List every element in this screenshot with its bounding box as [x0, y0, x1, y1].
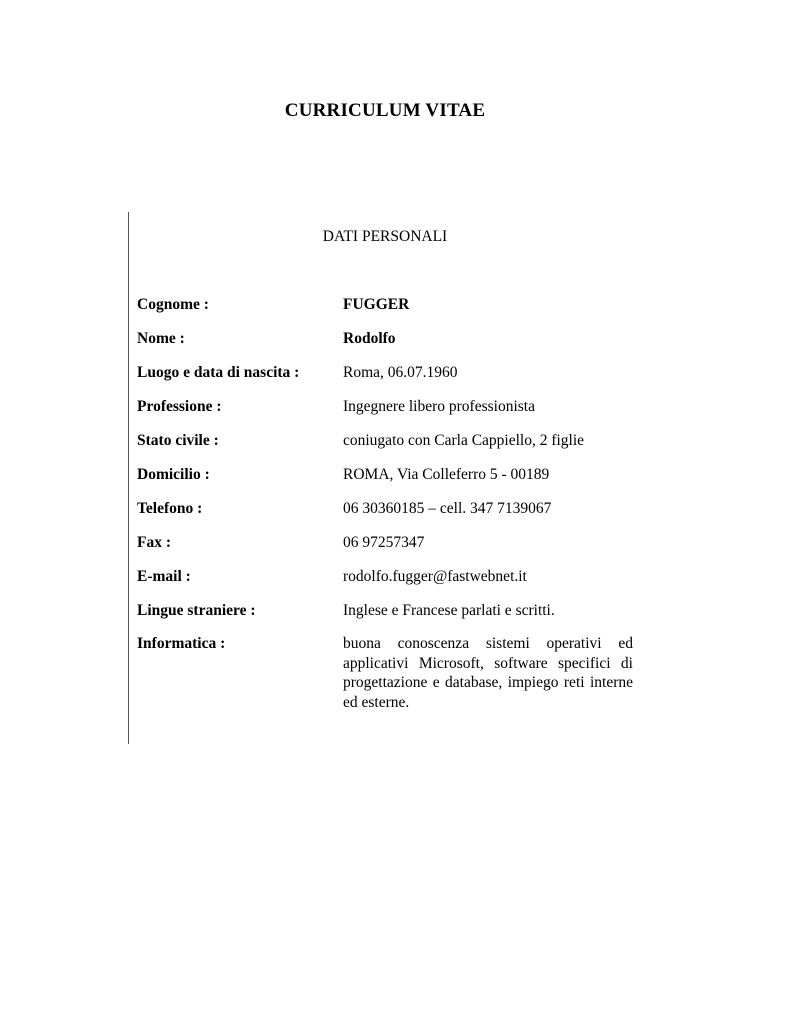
- field-value: 06 30360185 – cell. 347 7139067: [343, 500, 552, 517]
- section-title: DATI PERSONALI: [322, 228, 448, 245]
- field-value: Inglese e Francese parlati e scritti.: [343, 602, 555, 619]
- field-label: Fax :: [137, 534, 172, 551]
- field-label: Domicilio :: [137, 466, 210, 483]
- field-label: Informatica :: [137, 635, 226, 652]
- field-value: Roma, 06.07.1960: [343, 364, 458, 381]
- field-value: buona conoscenza sistemi operativi ed applicativi Microsoft, software specifici di progettazione e database, impiego reti interne ed esterne.: [343, 635, 633, 711]
- field-value: rodolfo.fugger@fastwebnet.it: [343, 568, 527, 585]
- field-label: Luogo e data di nascita :: [137, 364, 300, 381]
- field-label: E-mail :: [137, 568, 191, 585]
- field-label: Stato civile :: [137, 432, 219, 449]
- field-label: Lingue straniere :: [137, 602, 256, 619]
- field-label: Professione :: [137, 398, 222, 415]
- field-value: 06 97257347: [343, 534, 425, 551]
- field-value: FUGGER: [343, 296, 410, 313]
- field-value: Rodolfo: [343, 330, 396, 347]
- field-value: Ingegnere libero professionista: [343, 398, 535, 415]
- field-value: ROMA, Via Colleferro 5 - 00189: [343, 466, 550, 483]
- field-label: Nome :: [137, 330, 185, 347]
- field-label: Cognome :: [137, 296, 209, 313]
- field-label: Telefono :: [137, 500, 203, 517]
- document-title: CURRICULUM VITAE: [284, 100, 486, 121]
- field-value: coniugato con Carla Cappiello, 2 figlie: [343, 432, 585, 449]
- left-margin-rule: [128, 212, 129, 744]
